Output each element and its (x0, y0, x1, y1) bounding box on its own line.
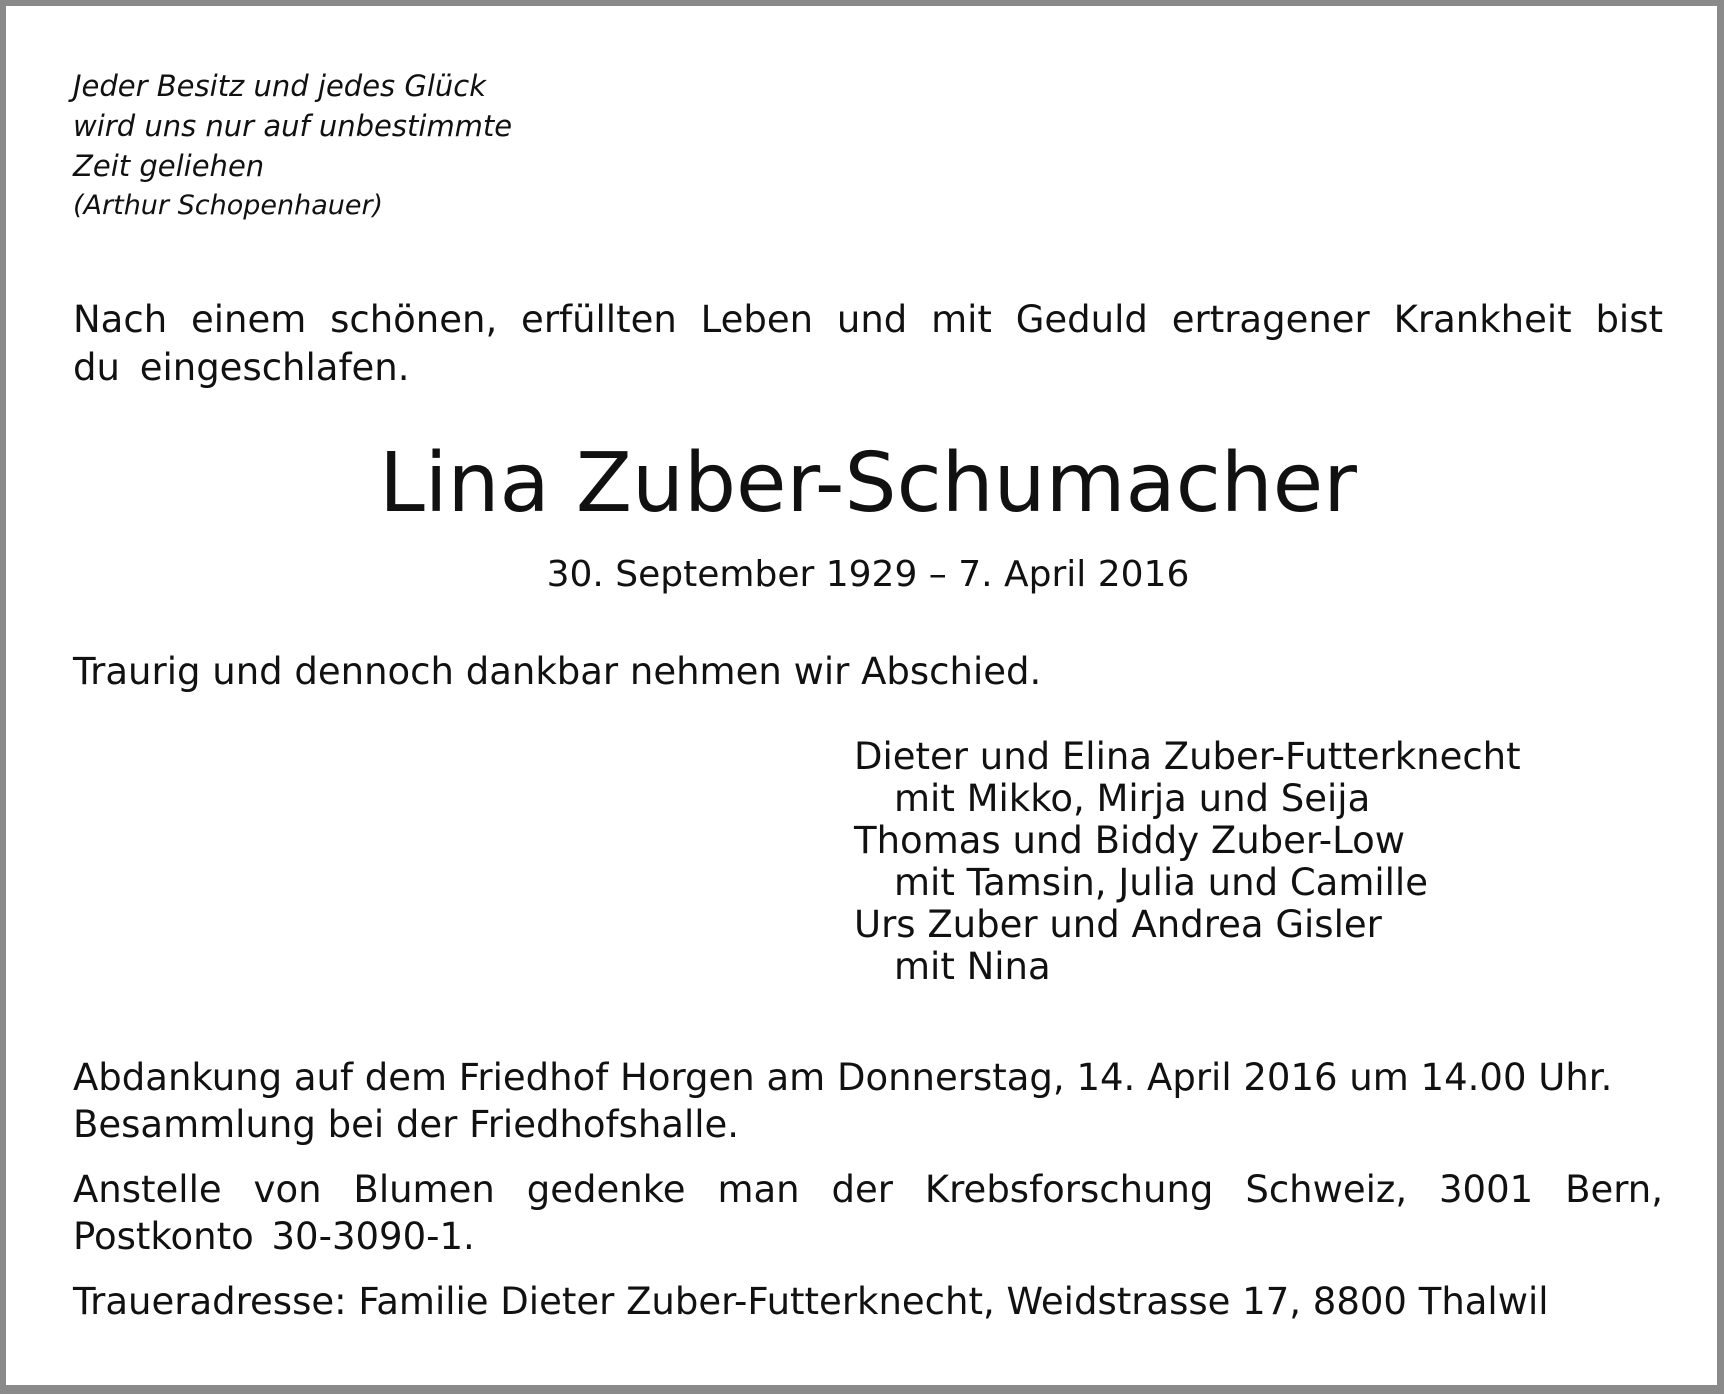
mourning-address: Traueradresse: Familie Dieter Zuber-Futterknecht, Weidstrasse 17, 8800 Thalwil (73, 1280, 1549, 1323)
mourner-names: Thomas und Biddy Zuber-Low (854, 819, 1405, 862)
mourner-entry (854, 904, 1521, 988)
motto-line: wird uns nur auf unbestimmte (73, 109, 513, 143)
intro-text: Nach einem schönen, erfüllten Leben und mit Geduld ertragener Krankheit bist du eingeschlafen. (73, 298, 1663, 389)
mourner-names: Urs Zuber und Andrea Gisler (854, 903, 1382, 946)
life-dates: 30. September 1929 – 7. April 2016 (546, 554, 1190, 595)
motto-line: Jeder Besitz und jedes Glück (73, 69, 487, 103)
service-details (73, 1054, 1663, 1343)
motto-quote (73, 66, 512, 226)
motto-attribution: (Arthur Schopenhauer) (73, 190, 384, 221)
mourner-children: mit Nina (894, 945, 1051, 988)
ceremony-info (73, 1054, 1663, 1148)
mourner-names: Dieter und Elina Zuber-Futterknecht (854, 735, 1521, 778)
deceased-name: Lina Zuber-Schumacher (379, 436, 1357, 531)
farewell-text: Traurig und dennoch dankbar nehmen wir Abschied. (73, 650, 1042, 693)
gathering-line: Besammlung bei der Friedhofshalle. (73, 1103, 740, 1146)
donation-info: Anstelle von Blumen gedenke man der Krebsforschung Schweiz, 3001 Bern, Postkonto 30-3090-1. (73, 1168, 1663, 1258)
ceremony-line: Abdankung auf dem Friedhof Horgen am Donnerstag, 14. April 2016 um 14.00 Uhr. (73, 1056, 1613, 1099)
mourner-entry (854, 736, 1521, 820)
mourner-entry (854, 820, 1521, 904)
motto-line: Zeit geliehen (73, 149, 265, 183)
mourner-children: mit Mikko, Mirja und Seija (894, 777, 1371, 820)
mourner-children: mit Tamsin, Julia und Camille (894, 861, 1428, 904)
mourners-list (854, 736, 1521, 988)
